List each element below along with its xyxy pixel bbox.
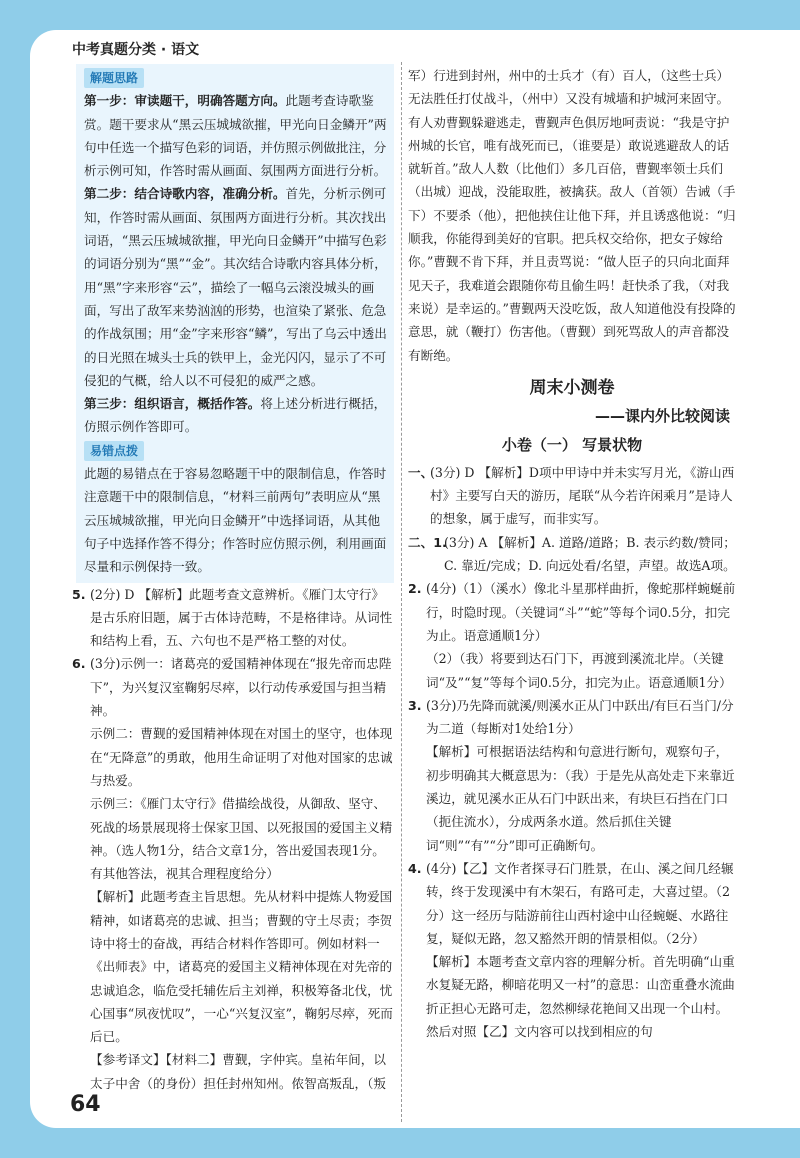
answer-6 [72,652,394,722]
column-divider [401,62,402,1122]
running-header: 中考真题分类 · 语文 [72,42,200,58]
tag-solution-approach: 解题思路 [84,68,144,88]
answer-text: (2分) D 【解析】此题考查文意辨析。《雁门太守行》是古乐府旧题，属于古体诗范畴，不是格律诗。从词性和结构上看，五、六句也不是严格工整的对仗。 [90,586,393,649]
answer-number: 二、1. [408,534,447,550]
paper-title: 小卷（一） 写景状物 [501,435,643,454]
step-3-text: 将上述分析进行概括，仿照示例作答即可。 [84,396,387,435]
page-number: 64 [70,1092,101,1117]
step-1 [84,89,388,182]
right-column [408,64,736,1043]
answer-number: 5. [72,586,86,602]
answer-2-part-2: （2）（我）将要到达石门下，再渡到溪流北岸。（关键词“及”“复”等每个词0.5分，扣完为止。语意通顺1分） [426,651,732,690]
answer-number: 3. [408,697,422,713]
solution-box [76,64,394,583]
answer-part-2-1 [408,531,736,578]
section-subtitle: ——课内外比较阅读 [594,406,730,425]
left-column [72,64,394,1095]
answer-6-example-2: 示例二：曹觐的爱国精神体现在对国土的坚守，也体现在“无降意”的勇敢，他用生命证明了对他对国家的忠诚与热爱。 [90,726,393,788]
translation-continued: 军）行进到封州，州中的士兵才（有）百人，（这些士兵）无法胜任打仗战斗，（州中）又没有城墙和护城河来固守。有人劝曹觐躲避逃走，曹觐声色俱厉地呵责说：“我是守护州城的长官，唯有战死而已，（谁要是）敢说逃避敌人的话就斩首。”敌人人数（比他们）多几百倍，曹觐率领士兵们（出城）迎战，没能取胜，被擒获。敌人（首领）告诫（手下）不要杀（他），把他挟住让他下拜，并且诱惑他说：“归顺我，你能得到美好的官职。把兵权交给你，把女子嫁给你。”曹觐不肯下拜，并且责骂说：“做人臣子的只向北面拜见天子，我难道会跟随你苟且偷生吗！赶快杀了我，（对我来说）是幸运的。”曹觐两天没吃饭，敌人知道他没有投降的意思，就（鞭打）伤害他。（曹觐）到死骂敌人的声音都没有断绝。 [408,68,736,363]
step-3-lead: 第三步：组织语言，概括作答。 [84,396,261,412]
step-2 [84,182,388,392]
answer-6-translation: 【参考译文】【材料二】曹觐，字仲宾。皇祐年间，以太子中舍（的身份）担任封州知州。侬智高叛乱，（叛 [90,1052,386,1091]
tip-text: 此题的易错点在于容易忽略题干中的限制信息，作答时注意题干中的限制信息，“材料三前两句”表明应从“黑云压城城欲摧，甲光向日金鳞开”中选择词语，从其他句子中选择作答不得分；作答时应仿照示例，利用画面尽量和示例保持一致。 [84,466,387,575]
answer-part-1 [408,461,736,531]
answer-text: (4分)（1）（溪水）像北斗星那样曲折，像蛇那样蜿蜒前行，时隐时现。（关键词“斗”“蛇”等每个词0.5分，扣完为止。语意通顺1分） [426,581,736,643]
answer-text: (3分) A 【解析】A. 道路/道路；B. 表示约数/赞同；C. 靠近/完成；D. 向远处看/名望，声望。故选A项。 [444,534,736,574]
step-3 [84,392,388,439]
answer-number: 6. [72,656,86,672]
tag-common-mistakes: 易错点拨 [84,441,144,461]
step-2-text: 首先，分析示例可知，作答时需从画面、氛围两方面进行分析。其次找出词语，“黑云压城城欲摧，甲光向日金鳞开”中描写色彩的词语分别为“黑”“金”。其次结合诗歌内容具体分析，用“黑”字来形容“云”，描绘了一幅乌云滚没城头的画面，写出了敌军来势汹汹的形势，也渲染了紧张、危急的作战氛围；用“金”字来形容“鳞”，写出了乌云中透出的日光照在城头士兵的铁甲上，金光闪闪，显示了不可侵犯的气概，给人以不可侵犯的威严之感。 [84,186,387,388]
answer-text: (3分)示例一：诸葛亮的爱国精神体现在“报先帝而忠陛下”，为兴复汉室鞠躬尽瘁，以行动传承爱国与担当精神。 [90,656,392,719]
answer-number: 一、 [408,464,434,480]
answer-6-analysis: 【解析】此题考查主旨思想。先从材料中提炼人物爱国精神，如诸葛亮的忠诚、担当；曹觐的守土尽责；李贺诗中将士的奋战，再结合材料作答即可。例如材料一《出师表》中，诸葛亮的爱国主义精神体现在对先帝的忠诚追念，临危受托辅佐后主刘禅，积极筹备北伐，忧心国事“夙夜忧叹”，一心“兴复汉室”，鞠躬尽瘁，死而后已。 [90,889,393,1045]
answer-5 [72,583,394,653]
section-title: 周末小测卷 [529,377,615,398]
answer-text: (3分) D 【解析】D项中甲诗中并未实写月光，《游山西村》主要写白天的游历，尾联“从今若许闲乘月”是诗人的想象，属于虚写，而非实写。 [430,464,735,527]
step-1-lead: 第一步：审读题干，明确答题方向。 [84,93,286,109]
answer-number: 4. [408,860,422,876]
answer-6-example-3: 示例三：《雁门太守行》借描绘战役，从御敌、坚守、死战的场景展现将士保家卫国、以死报国的爱国主义精神。（选人物1分，结合文章1分，答出爱国表现1分。有其他答法，视其合理程度给分） [90,796,393,882]
answer-text: (3分)乃先降而就溪/则溪水正从门中跃出/有巨石当门/分为二道（每断对1处给1分） [426,697,734,737]
answer-number: 2. [408,581,422,597]
answer-3-analysis: 【解析】可根据语法结构和句意进行断句，观察句子，初步明确其大概意思为：（我）于是先从高处走下来靠近溪边，就见溪水正从石门中跃出来，有块巨石挡在门口（扼住流水），分成两条水道。然后抓住关键词“则”“有”“分”即可正确断句。 [426,744,735,853]
step-2-lead: 第二步：结合诗歌内容，准确分析。 [84,186,286,202]
answer-4-analysis: 【解析】本题考查文章内容的理解分析。首先明确“山重水复疑无路，柳暗花明又一村”的意思：山峦重叠水流曲折正担心无路可走，忽然柳绿花艳间又出现一个山村。然后对照【乙】文内容可以找到相应的句 [426,954,735,1039]
answer-2 [408,577,736,647]
answer-text: (4分)【乙】文作者探寻石门胜景，在山、溪之间几经辗转，终于发现溪中有木架石，有路可走，大喜过望。（2分）这一经历与陆游前往山西村途中山径蜿蜒、水路往复，疑似无路，忽又豁然开朗的情景相似。（2分） [426,860,734,946]
step-1-text: 此题考查诗歌鉴赏。题干要求从“黑云压城城欲摧，甲光向日金鳞开”两句中任选一个描写色彩的词语，并仿照示例做批注，分析示例可知，作答时需从画面、氛围两方面进行分析。 [84,93,387,179]
answer-3 [408,694,736,741]
answer-4 [408,857,736,950]
